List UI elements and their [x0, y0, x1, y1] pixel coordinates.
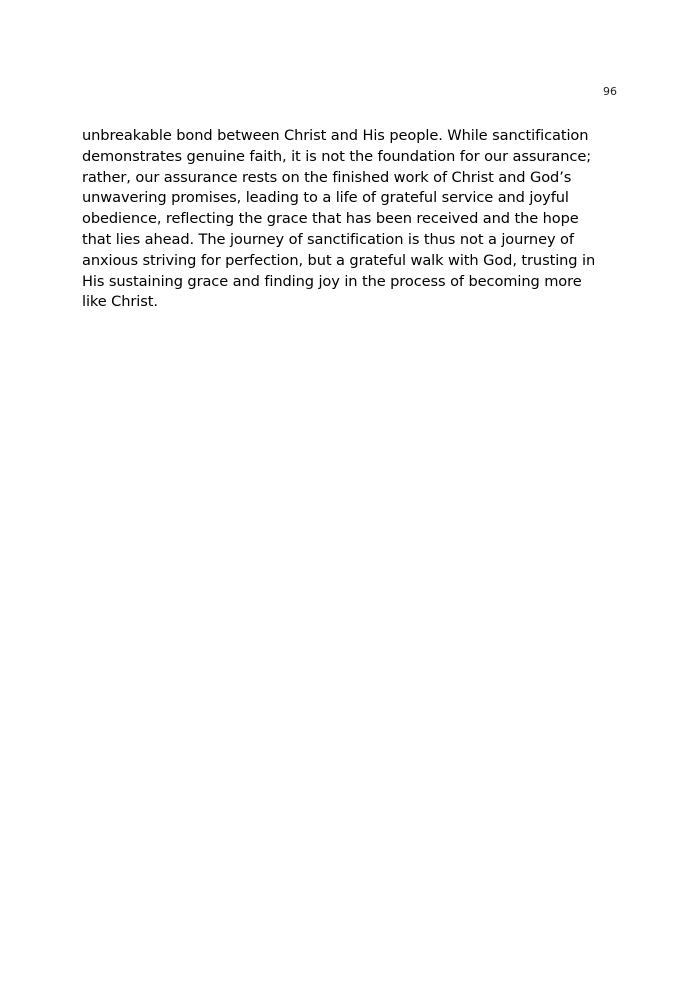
- paragraph-line: His sustaining grace and finding joy in the process of becoming more: [82, 272, 582, 290]
- paragraph-line: obedience, reflecting the grace that has been received and the hope: [82, 210, 579, 228]
- paragraph-line: anxious striving for perfection, but a grateful walk with God, trusting in: [82, 251, 596, 269]
- paragraph-line: rather, our assurance rests on the finished work of Christ and God’s: [82, 168, 572, 186]
- page-number: 96: [603, 85, 617, 98]
- paragraph-line: unbreakable bond between Christ and His people. While sanctification: [82, 127, 589, 144]
- paragraph-line: unwavering promises, leading to a life of grateful service and joyful: [82, 189, 569, 207]
- paragraph-line: that lies ahead. The journey of sanctification is thus not a journey of: [82, 230, 574, 248]
- paragraph-line: like Christ.: [82, 293, 158, 311]
- body-paragraph: [82, 126, 622, 313]
- paragraph-line: demonstrates genuine faith, it is not the foundation for our assurance;: [82, 147, 592, 165]
